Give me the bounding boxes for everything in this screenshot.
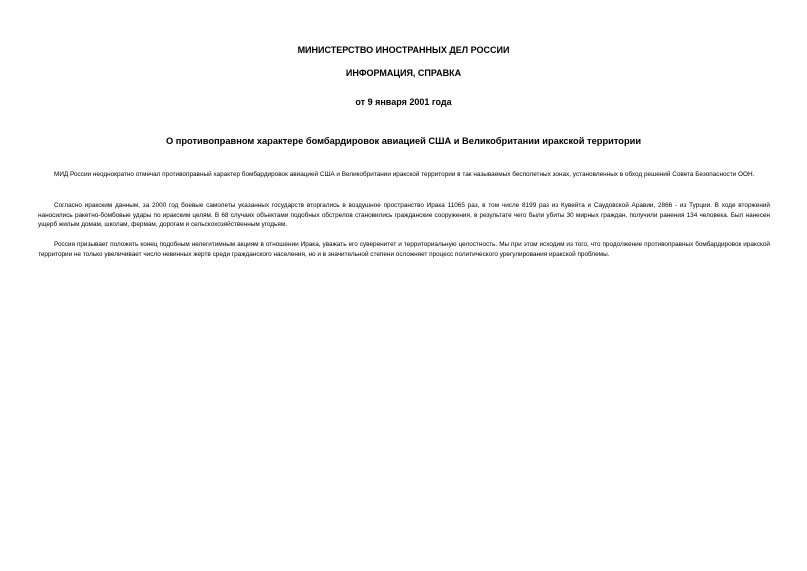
paragraph-2: Согласно иракским данным, за 2000 год боевые самолеты указанных государств вторгались в воздушное пространство Ирака 11065 раз, в том числе 8199 раз из Кувейта и Саудовской Аравии, 2866 - из Турции. В ходе вторжений наносились ракетно-бомбовые удары по иракским целям. В 68 случаях объектами подобных обстрелов становились гражданские сооружения, в результате чего были убиты 30 мирных граждан, получили ранения 134 человека. Был нанесен ущерб жилым домам, школам, фермам, дорогам и сельскохозяйственным угодьям. — [38, 202, 770, 229]
paragraph-3: Россия призывает положить конец подобным нелегитимным акциям в отношении Ирака, уважать его суверенитет и территориальную целостность. Мы при этом исходим из того, что продолжение противоправных бомбардировок иракской территории не только увеличивает число невинных жертв среди гражданского населения, но и в значительной степени осложняет процесс политического урегулирования иракской проблемы. — [38, 241, 770, 258]
ministry-heading: МИНИСТЕРСТВО ИНОСТРАННЫХ ДЕЛ РОССИИ — [297, 45, 510, 55]
paragraph-1: МИД России неоднократно отмечал противоправный характер бомбардировок авиацией США и Великобритании иракской территории в так называемых бесполетных зонах, установленных в обход решений Совета Безопасности ООН. — [54, 171, 755, 178]
document-type-heading: ИНФОРМАЦИЯ, СПРАВКА — [345, 68, 462, 78]
document-date: от 9 января 2001 года — [355, 97, 452, 107]
document-title: О противоправном характере бомбардировок авиацией США и Великобритании иракской территории — [165, 136, 642, 146]
